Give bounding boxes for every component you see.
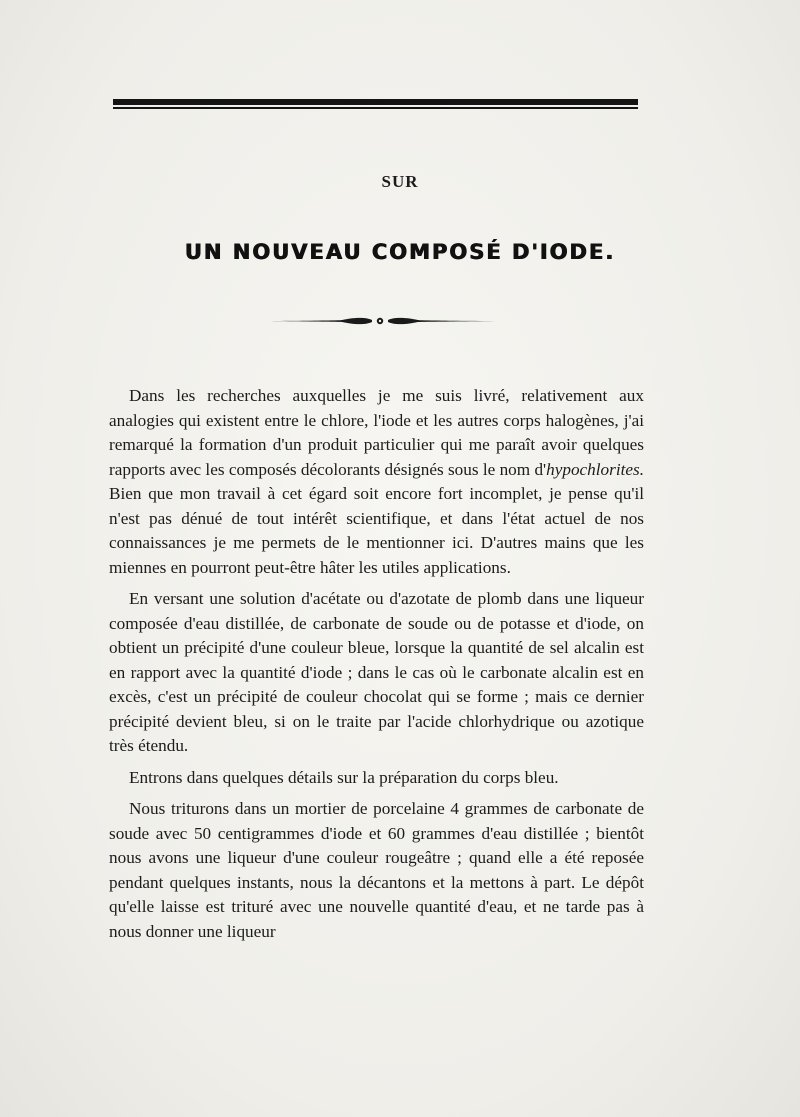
paragraph-3: Entrons dans quelques détails sur la préparation du corps bleu. (129, 767, 559, 787)
emphasis-hypochlorites: hypochlorites. (546, 459, 644, 479)
heading-sur: SUR (381, 172, 419, 191)
article-body (109, 384, 644, 951)
page-title: UN NOUVEAU COMPOSÉ D'IODE. (184, 240, 616, 264)
paragraph-4: Nous triturons dans un mortier de porcelaine 4 grammes de carbonate de soude avec 50 centigrammes d'iode et 60 grammes d'eau distillée ; bientôt nous avons une liqueur d'une couleur rougeâtre ; quand elle a été reposée pendant quelques instants, nous la décantons et la mettons à part. Le dépôt qu'elle laisse est trituré avec une nouvelle quantité d'eau, et ne tarde pas à nous donner une liqueur (109, 799, 644, 941)
top-double-rule (113, 99, 638, 110)
paragraph-1: Dans les recherches auxquelles je me suis livré, relativement aux analogies qui existent entre le chlore, l'iode et les autres corps halogènes, j'ai remarqué la formation d'un produit particulier qui me paraît avoir quelques rapports avec les composés décolorants désignés sous le nom d'hypochlorites. Bien que mon travail à cet égard soit encore fort incomplet, je pense qu'il n'est pas dénué de tout intérêt scientifique, et dans l'état actuel de nos connaissances je me permets de le mentionner ici. D'autres mains que les miennes en pourront peut-être hâter les utiles applications. (109, 386, 644, 577)
ornament-divider-icon (258, 314, 502, 328)
paragraph-2: En versant une solution d'acétate ou d'azotate de plomb dans une liqueur composée d'eau distillée, de carbonate de soude ou de potasse et d'iode, on obtient un précipité d'une couleur bleue, lorsque la quantité de sel alcalin est en rapport avec la quantité d'iode ; dans le cas où le carbonate alcalin est en excès, c'est un précipité de couleur chocolat qui se forme ; mais ce dernier précipité devient bleu, si on le traite par l'acide chlorhydrique ou azotique très étendu. (109, 589, 644, 755)
